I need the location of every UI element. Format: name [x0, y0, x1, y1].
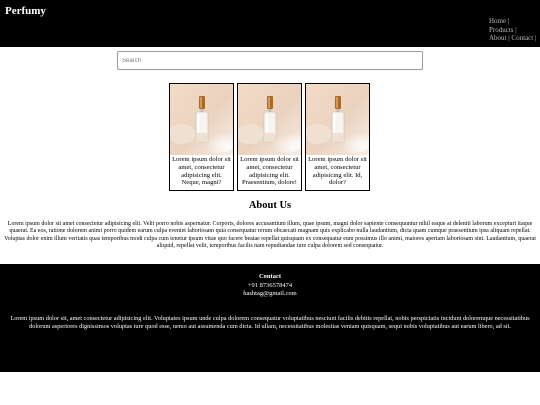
product-card[interactable] — [305, 83, 370, 191]
nav-contact-link[interactable]: Contact — [511, 34, 534, 42]
perfume-bottle-image — [306, 84, 369, 155]
product-description: Lorem ipsum dolor sit amet, consectetur adipisicing elit. Id, dolor? — [308, 156, 367, 187]
product-card[interactable] — [169, 83, 234, 191]
nav-separator: | — [508, 34, 510, 42]
site-logo[interactable]: Perfumy — [5, 5, 46, 17]
nav-separator: | — [534, 34, 537, 42]
nav-separator: | — [507, 17, 510, 25]
contact-heading: Contact — [258, 273, 282, 280]
product-description: Lorem ipsum dolor sit amet, consectetur adipisicing elit. Praesentium, dolore! — [240, 156, 299, 187]
perfume-bottle-image — [238, 84, 301, 155]
footer-paragraph: Lorem ipsum dolor sit, amet consectetur adipisicing elit. Voluptates ipsum unde culpa dolorem consequatur voluptatibus nesciunt facilis debitis repellat, nobis perspiciatis incidunt doloremque necessitatibus dolorum asperiores dignissimos voluptas iure quod esse, nemo aut assumenda cum dicta. Id ullam, necessitatibus molestias veniam quisquam, sequi nobis voluptatibus aut earum libero, ad sit. — [10, 315, 530, 331]
nav-home-link[interactable]: Home — [489, 17, 507, 25]
nav-products-link[interactable]: Products — [489, 25, 514, 34]
search-input[interactable] — [117, 51, 423, 70]
perfume-bottle-image — [170, 84, 233, 155]
site-footer — [0, 264, 540, 372]
about-paragraph: Lorem ipsum dolor sit amet consectetur adipisicing elit. Velit porro nobis aspernatur. Corporis, dolores accusantium illum, quae ipsum, magni dolor sapiente consequuntur nihil eaque at deleniti laborum excepturi itaque quaerat. Ea eos, ratione dolorem animi porro quidem earum culpa eveniet laboriosam quia consequatur rerum obcaecati magnam quis explicabo nulla laudantium, dicta quam cumque praesentium ipsa aliquam repellat. Voluptas dolor enim illum veritatis quas temporibus modi culpa cum tenetur ipsum vitae quo facere beatae repellat quisquam ex consequatur eum possimus illo animi, maiores aperiam laboriosam sint. Laudantium, quaerat aliquid, repellat velit, temporibus facilis nam repudiandae iure culpa dolorem sed consequatur. — [4, 221, 536, 250]
product-list — [169, 83, 373, 191]
main-nav — [489, 17, 536, 43]
contact-email: hashtag@gmail.com — [243, 290, 297, 297]
nav-separator: | — [515, 25, 517, 34]
about-heading: About Us — [248, 200, 292, 211]
product-card[interactable] — [237, 83, 302, 191]
contact-phone: +91 8736578474 — [247, 282, 293, 289]
product-description: Lorem ipsum dolor sit amet, consectetur adipisicing elit. Neque, magni? — [172, 156, 231, 187]
site-header — [0, 0, 540, 47]
nav-about-link[interactable]: About — [489, 34, 507, 42]
